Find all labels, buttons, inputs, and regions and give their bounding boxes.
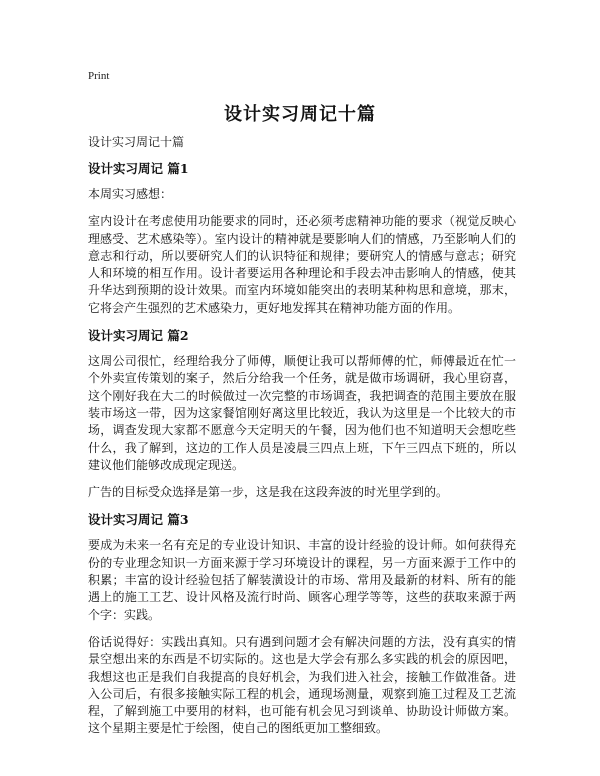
page-title: 设计实习周记十篇 <box>224 104 376 125</box>
section-heading: 设计实习周记 篇3 <box>88 512 189 528</box>
document-subtitle: 设计实习周记十篇 <box>88 135 185 149</box>
section-3 <box>88 511 516 737</box>
section-1 <box>88 160 516 317</box>
paragraph: 广告的目标受众选择是第一步，这是我在这段奔波的时光里学到的。 <box>88 485 449 500</box>
paragraph: 本周实习感想： <box>88 187 173 201</box>
document-body <box>88 134 516 748</box>
section-heading: 设计实习周记 篇1 <box>88 161 189 176</box>
paragraph: 室内设计在考虑使用功能要求的同时，还必须考虑精神功能的要求（视觉反映心理感受、艺术感染等）。室内设计的精神就是要影响人们的情感，乃至影响人们的意志和行动，所以要研究人们的认识特征和规律；要研究人的情感与意志；研究人和环境的相互作用。设计者要运用各种理论和手段去冲击影响人的情感，使其升华达到预期的设计效果。而室内环境如能突出的表明某种构思和意境，那末，它将会产生强烈的艺术感染力，更好地发挥其在精神功能方面的作用。 <box>88 214 516 315</box>
section-2 <box>88 327 516 501</box>
paragraph: 要成为未来一名有充足的专业设计知识、丰富的设计经验的设计师。如何获得充份的专业理念知识一方面来源于学习环境设计的课程，另一方面来源于工作中的积累；丰富的设计经验包括了解装潢设计的市场、常用及最新的材料、所有的能遇上的施工工艺、设计风格及流行时尚、顾客心理学等等，这些的获取来源于两个字：实践。 <box>88 538 516 622</box>
section-heading: 设计实习周记 篇2 <box>88 328 189 344</box>
print-label: Print <box>88 70 110 82</box>
paragraph: 俗话说得好：实践出真知。只有遇到问题才会有解决问题的方法，没有真实的情景空想出来的东西是不切实际的。这也是大学会有那么多实践的机会的原因吧，我想这也正是我们自我提高的良好机会，为我们进入社会，接触工作做准备。进入公司后，有很多接触实际工程的机会，通现场测量，观察到施工过程及工艺流程，了解到施工中要用的材料，也可能有机会见习到谈单、协助设计师做方案。这个星期主要是忙于绘图，使自己的图纸更加工整细致。 <box>88 634 516 736</box>
paragraph: 这周公司很忙，经理给我分了师傅，顺便让我可以帮师傅的忙，师傅最近在忙一个外卖宣传策划的案子，然后分给我一个任务，就是做市场调研，我心里窃喜，这个刚好我在大二的时候做过一次完整的市场调查，我把调查的范围主要放在服装市场这一带，因为这家餐馆刚好离这里比较近，我认为这里是一个比较大的市场，调查发现大家都不愿意今天定明天的午餐，因为他们也不知道明天会想吃些什么，我了解到，这边的工作人员是凌晨三四点上班，下午三四点下班的，所以建议他们能够改成现定现送。 <box>88 354 516 472</box>
